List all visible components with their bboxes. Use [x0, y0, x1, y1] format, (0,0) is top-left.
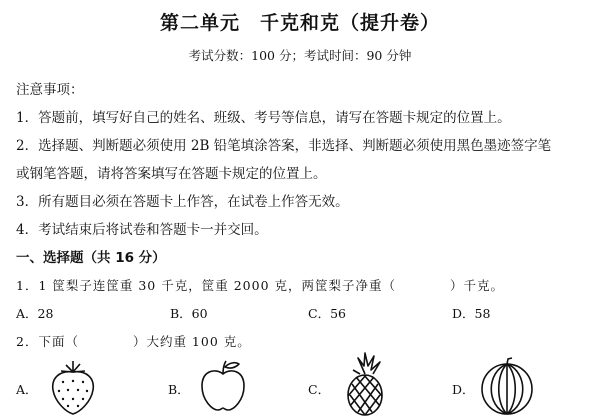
q1-option-d: D．58 [452, 306, 491, 321]
apple-icon [196, 358, 250, 414]
pineapple-icon [338, 350, 392, 418]
q2-option-b: B． [168, 382, 190, 397]
page-title: 第二单元 千克和克（提升卷） [159, 12, 440, 34]
question-2-stem-end: ）大约重 100 克。 [132, 334, 251, 349]
q1-option-a: A．28 [16, 306, 54, 321]
question-1-stem [16, 276, 504, 294]
q2-option-d: D． [452, 382, 475, 397]
question-1-stem-end: ）千克。 [450, 278, 505, 293]
q1-option-b: B．60 [170, 306, 208, 321]
note-item: 4．考试结束后将试卷和答题卡一并交回。 [16, 222, 268, 238]
note-item: 2．选择题、判断题必须使用 2B 铅笔填涂答案，非选择、判断题必须使用黑色墨迹签字笔 [16, 138, 552, 154]
notes-heading: 注意事项： [16, 82, 84, 98]
note-item: 1．答题前，填写好自己的姓名、班级、考号等信息，请写在答题卡规定的位置上。 [16, 110, 511, 126]
question-2-stem-start: 2．下面（ [16, 334, 79, 349]
note-item: 3．所有题目必须在答题卡上作答，在试卷上作答无效。 [16, 194, 349, 210]
watermelon-icon [478, 356, 536, 416]
strawberry-icon [46, 358, 100, 416]
question-1-stem-start: 1．1 筐梨子连筐重 30 千克，筐重 2000 克，两筐梨子净重（ [16, 278, 396, 293]
section-heading: 一、选择题（共 16 分） [16, 250, 166, 266]
question-2-stem [16, 332, 251, 350]
q1-option-c: C．56 [308, 306, 346, 321]
q2-option-a: A． [16, 382, 38, 397]
exam-meta: 考试分数：100 分；考试时间：90 分钟 [188, 48, 412, 63]
note-item: 或钢笔答题，请将答案填写在答题卡规定的位置上。 [16, 166, 327, 182]
q2-option-c: C． [308, 382, 331, 397]
